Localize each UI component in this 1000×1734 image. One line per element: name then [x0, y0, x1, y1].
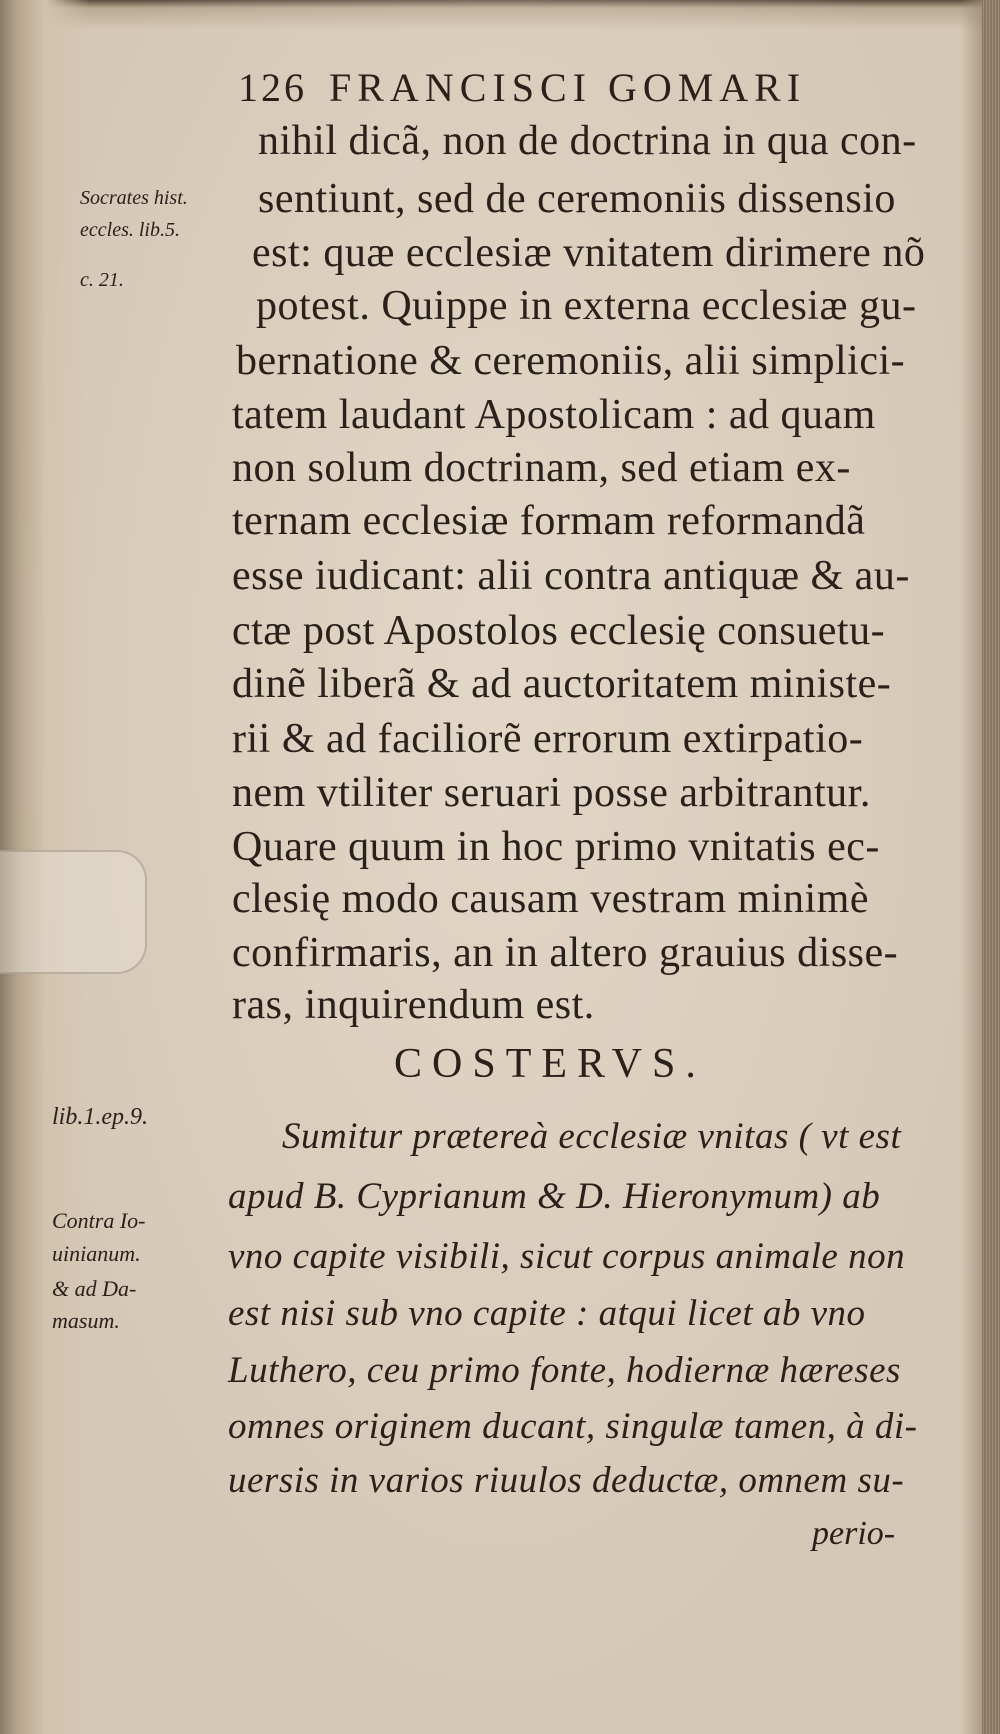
paper-tab [0, 850, 147, 974]
text-line: bernatione & ceremoniis, alii simplici- [236, 338, 906, 384]
page-number: 126 [238, 65, 307, 110]
margin-note: Socrates hist. [80, 187, 188, 209]
text-line: ras, inquirendum est. [232, 982, 595, 1028]
margin-note: masum. [52, 1308, 120, 1333]
text-line: est: quæ ecclesiæ vnitatem dirimere nõ [252, 230, 926, 276]
italic-line: apud B. Cyprianum & D. Hieronymum) ab [228, 1176, 881, 1217]
text-line: non solum doctrinam, sed etiam ex- [232, 445, 851, 491]
margin-note: eccles. lib.5. [80, 219, 180, 241]
text-line: ctæ post Apostolos ecclesię consuetu- [232, 608, 886, 654]
text-line: nihil dicã, non de doctrina in qua con- [258, 118, 917, 164]
text-line: potest. Quippe in externa ecclesiæ gu- [256, 283, 917, 329]
page-edge [982, 0, 1000, 1734]
margin-note: & ad Da- [52, 1276, 137, 1301]
text-line: nem vtiliter seruari posse arbitrantur. [232, 770, 871, 816]
text-line: tatem laudant Apostolicam : ad quam [232, 392, 876, 438]
text-line: esse iudicant: alii contra antiquæ & au- [232, 553, 910, 599]
margin-note: lib.1.ep.9. [52, 1104, 148, 1130]
text-line: clesię modo causam vestram minimè [232, 876, 869, 922]
margin-note: c. 21. [80, 269, 124, 291]
text-line: rii & ad faciliorẽ errorum extirpatio- [232, 716, 864, 762]
italic-line: Sumitur prætereà ecclesiæ vnitas ( vt est [282, 1116, 902, 1157]
running-title: FRANCISCI GOMARI [329, 65, 807, 110]
text-line: confirmaris, an in altero grauius disse- [232, 930, 899, 976]
margin-note: uinianum. [52, 1241, 141, 1266]
italic-line: Luthero, ceu primo fonte, hodiernæ hæreses [228, 1350, 901, 1391]
text-line: sentiunt, sed de ceremoniis dissensio [258, 176, 896, 222]
italic-line: est nisi sub vno capite : atqui licet ab vno [228, 1293, 866, 1334]
italic-line: omnes originem ducant, singulæ tamen, à di- [228, 1406, 918, 1447]
italic-line: uersis in varios riuulos deductæ, omnem su- [228, 1460, 905, 1501]
italic-line: vno capite visibili, sicut corpus animale non [228, 1236, 906, 1277]
text-line: dinẽ liberã & ad auctoritatem ministe- [232, 661, 892, 707]
margin-note: Contra Io- [52, 1208, 146, 1233]
speaker-heading: COSTERVS. [394, 1041, 706, 1087]
catchword: perio- [812, 1515, 896, 1552]
text-line: ternam ecclesiæ formam reformandã [232, 498, 866, 544]
text-line: Quare quum in hoc primo vnitatis ec- [232, 824, 880, 870]
running-header [238, 64, 806, 111]
